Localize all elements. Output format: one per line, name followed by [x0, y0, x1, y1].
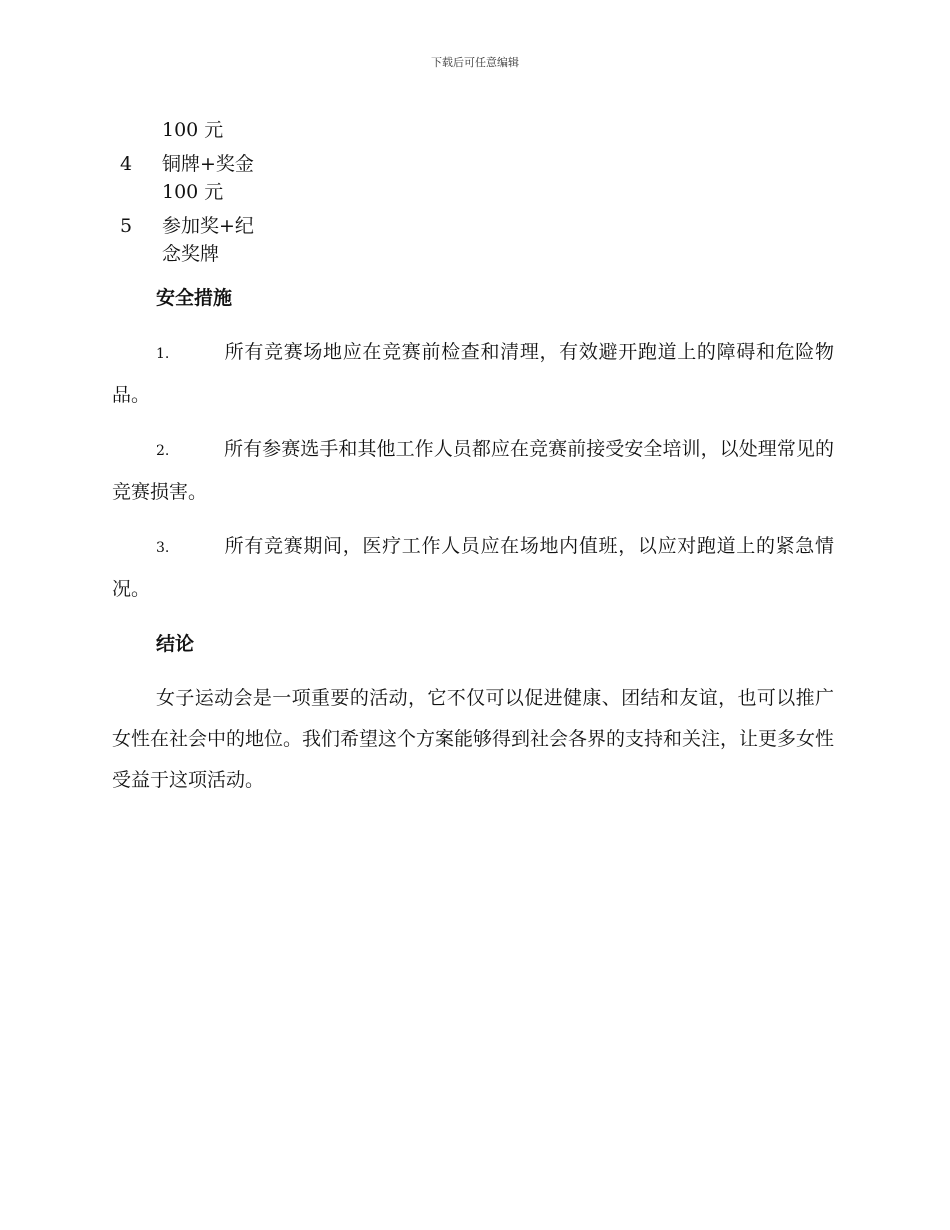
item-text: 所有竞赛期间，医疗工作人员应在场地内值班，以应对跑道上的紧急情况。 — [112, 535, 834, 600]
item-number: 1. — [156, 346, 170, 362]
conclusion-paragraph: 女子运动会是一项重要的活动，它不仅可以促进健康、团结和友谊，也可以推广女性在社会中的地位。我们希望这个方案能够得到社会各界的支持和关注，让更多女性受益于这项活动。 — [112, 687, 835, 791]
award-text: 100 元 — [162, 119, 224, 141]
item-number: 3. — [156, 540, 170, 556]
item-text: 所有参赛选手和其他工作人员都应在竞赛前接受安全培训，以处理常见的竞赛损害。 — [112, 438, 834, 503]
safety-item — [112, 332, 834, 416]
award-rank: 4 — [120, 153, 133, 175]
item-text: 所有竞赛场地应在竞赛前检查和清理，有效避开跑道上的障碍和危险物品。 — [112, 341, 834, 406]
safety-item — [112, 526, 834, 610]
item-number: 2. — [156, 443, 170, 459]
award-text: 铜牌+奖金 — [162, 153, 254, 175]
section-heading-conclusion: 结论 — [156, 633, 195, 655]
award-text: 参加奖+纪 — [162, 215, 254, 237]
award-text: 100 元 — [162, 181, 224, 203]
safety-item — [112, 429, 834, 513]
award-rank: 5 — [120, 215, 133, 237]
section-heading-safety: 安全措施 — [156, 287, 233, 309]
page-header: 下载后可任意编辑 — [431, 56, 519, 69]
award-text: 念奖牌 — [162, 243, 220, 265]
